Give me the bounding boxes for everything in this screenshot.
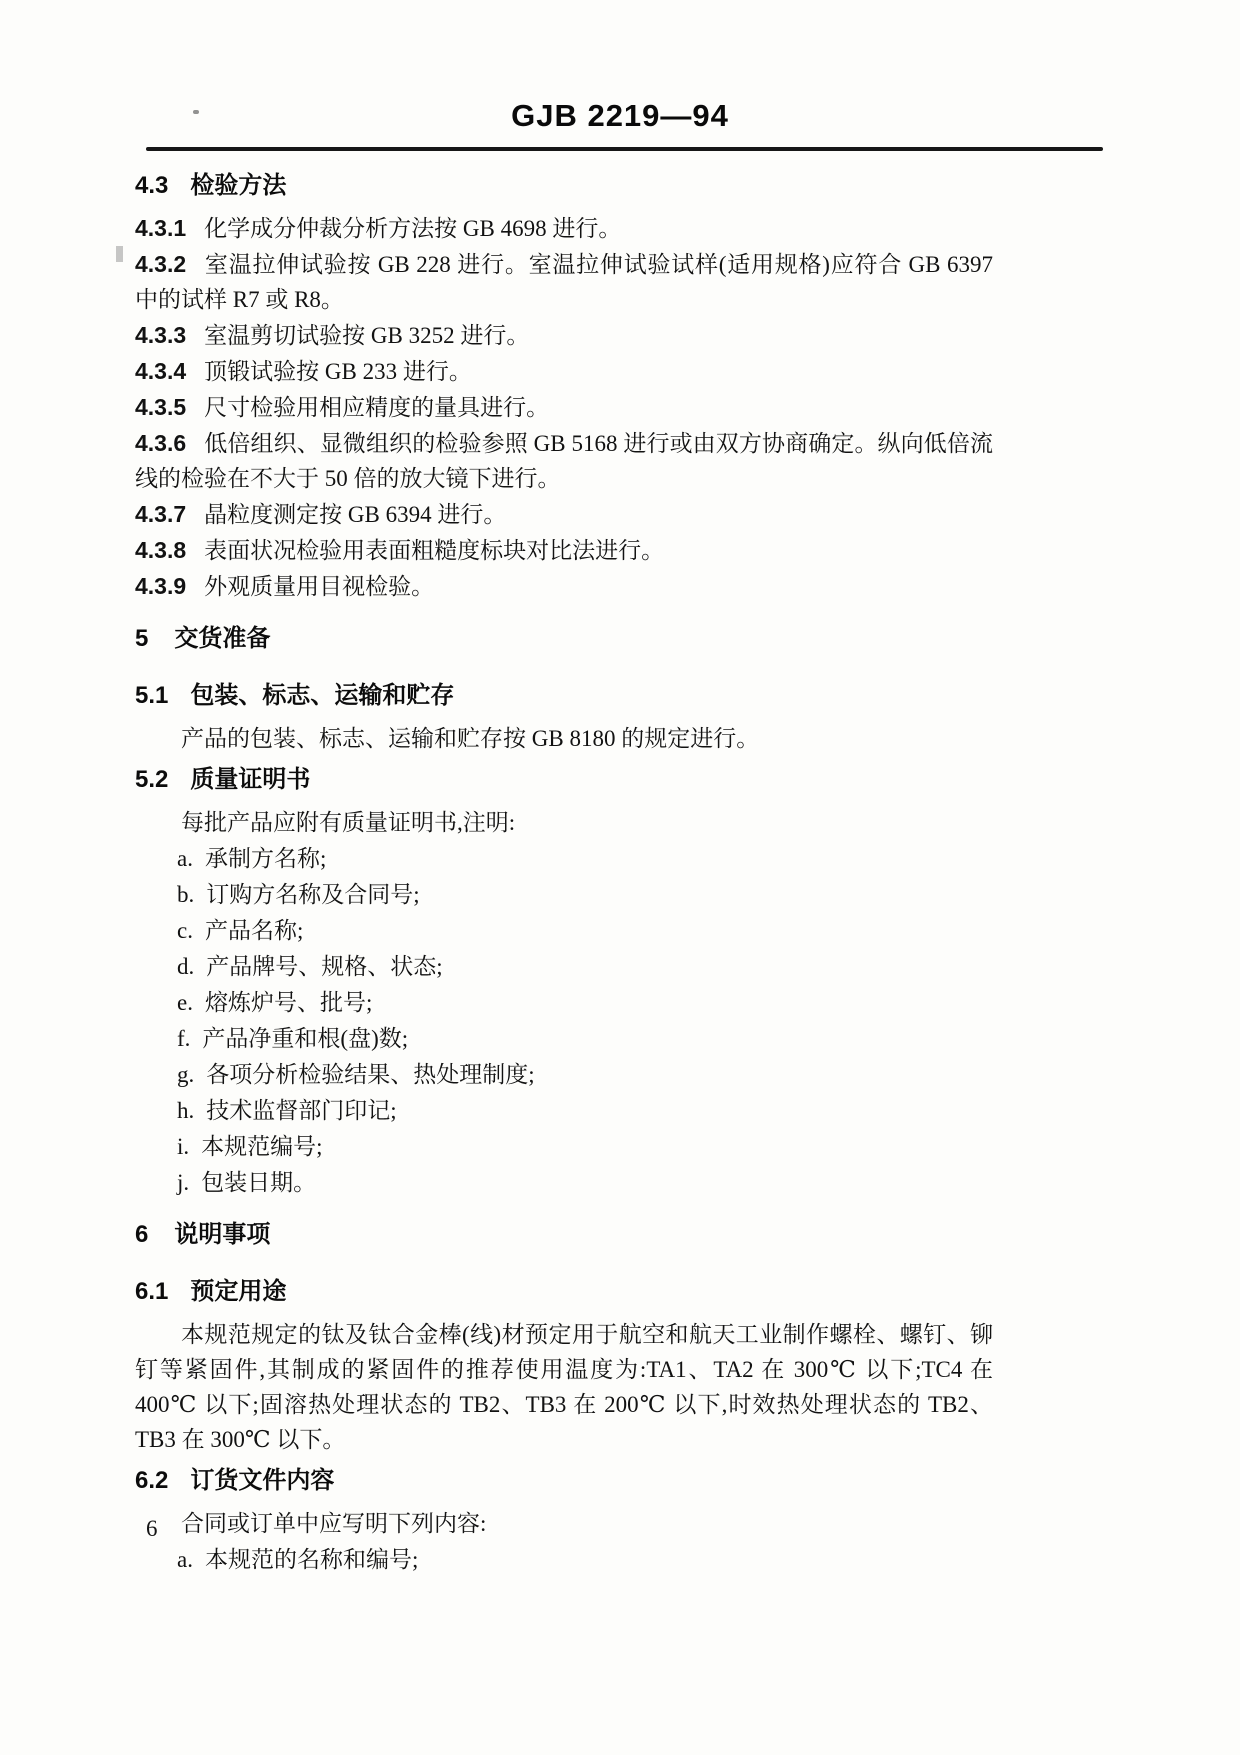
paragraph-6-1: 本规范规定的钛及钛合金棒(线)材预定用于航空和航天工业制作螺栓、螺钉、铆钉等紧固件,其制成的紧固件的推荐使用温度为:TA1、TA2 在 300℃ 以下;TC4 在 400℃ 以下;固溶热处理状态的 TB2、TB3 在 200℃ 以下,时效热处理状态的 TB2、TB3 在 300℃ 以下。 — [135, 1322, 993, 1452]
clause-4-3-9 — [135, 569, 993, 604]
chapter-heading-5 — [135, 621, 993, 656]
section-title: 检验方法 — [190, 172, 287, 199]
clause-text: 室温剪切试验按 GB 3252 进行。 — [204, 323, 530, 348]
section-number: 4.3 — [135, 172, 169, 199]
clause-text: 低倍组织、显微组织的检验参照 GB 5168 进行或由双方协商确定。纵向低倍流线的检验在不大于 50 倍的放大镜下进行。 — [135, 431, 993, 491]
clause-4-3-5 — [135, 390, 993, 425]
list-marker: j. — [177, 1170, 190, 1195]
list-item-a — [135, 841, 993, 876]
clause-text: 表面状况检验用表面粗糙度标块对比法进行。 — [204, 538, 665, 563]
list-item-a2 — [135, 1542, 993, 1577]
chapter-number: 6 — [135, 1221, 149, 1248]
clause-text: 外观质量用目视检验。 — [204, 574, 435, 599]
section-number: 6.2 — [135, 1467, 169, 1494]
clause-4-3-2 — [135, 247, 993, 317]
list-marker: e. — [177, 990, 193, 1015]
section-heading-5-2 — [135, 762, 993, 797]
header-rule — [146, 147, 1103, 151]
clause-number: 4.3.8 — [135, 537, 187, 563]
section-title: 包装、标志、运输和贮存 — [190, 682, 455, 709]
paragraph-6-2: 合同或订单中应写明下列内容: — [181, 1511, 487, 1536]
list-marker: h. — [177, 1098, 195, 1123]
list-item-e — [135, 985, 993, 1020]
list-item-c — [135, 913, 993, 948]
chapter-title: 交货准备 — [174, 625, 271, 652]
clause-4-3-6 — [135, 426, 993, 496]
chapter-number: 5 — [135, 625, 149, 652]
list-marker: f. — [177, 1026, 191, 1051]
list-text: 本规范编号; — [201, 1134, 323, 1159]
list-text: 各项分析检验结果、热处理制度; — [206, 1062, 535, 1087]
list-text: 本规范的名称和编号; — [204, 1547, 419, 1572]
list-marker: c. — [177, 918, 193, 943]
list-item-b — [135, 877, 993, 912]
scan-artifact — [193, 110, 199, 114]
list-marker: g. — [177, 1062, 195, 1087]
clause-4-3-4 — [135, 354, 993, 389]
list-item-h — [135, 1093, 993, 1128]
clause-number: 4.3.9 — [135, 573, 187, 599]
list-text: 产品名称; — [204, 918, 304, 943]
list-item-j — [135, 1165, 993, 1200]
clause-4-3-1 — [135, 211, 993, 246]
doc-code: GJB 2219—94 — [511, 98, 729, 133]
list-marker: d. — [177, 954, 195, 979]
clause-text: 尺寸检验用相应精度的量具进行。 — [204, 395, 550, 420]
clause-text: 化学成分仲裁分析方法按 GB 4698 进行。 — [204, 216, 622, 241]
scan-artifact — [116, 246, 123, 262]
clause-text: 顶锻试验按 GB 233 进行。 — [204, 359, 472, 384]
paragraph-5-2: 每批产品应附有质量证明书,注明: — [181, 810, 516, 835]
list-text: 熔炼炉号、批号; — [204, 990, 373, 1015]
clause-number: 4.3.2 — [135, 251, 187, 277]
clause-number: 4.3.4 — [135, 358, 187, 384]
list-text: 承制方名称; — [204, 846, 327, 871]
list-marker: b. — [177, 882, 195, 907]
clause-text: 室温拉伸试验按 GB 228 进行。室温拉伸试验试样(适用规格)应符合 GB 6397 中的试样 R7 或 R8。 — [135, 252, 993, 312]
document-body — [135, 162, 993, 1578]
section-title: 预定用途 — [190, 1278, 287, 1305]
section-heading-5-1 — [135, 678, 993, 713]
section-title: 订货文件内容 — [190, 1467, 335, 1494]
list-text: 产品牌号、规格、状态; — [206, 954, 443, 979]
section-heading-6-2 — [135, 1463, 993, 1498]
list-item-f — [135, 1021, 993, 1056]
section-title: 质量证明书 — [190, 766, 311, 793]
clause-number: 4.3.6 — [135, 430, 187, 456]
list-item-g — [135, 1057, 993, 1092]
page-number: 6 — [146, 1516, 158, 1541]
section-heading-6-1 — [135, 1274, 993, 1309]
clause-text: 晶粒度测定按 GB 6394 进行。 — [204, 502, 507, 527]
clause-number: 4.3.1 — [135, 215, 187, 241]
section-heading-4-3 — [135, 168, 993, 203]
list-text: 技术监督部门印记; — [206, 1098, 397, 1123]
section-number: 5.2 — [135, 766, 169, 793]
list-item-i — [135, 1129, 993, 1164]
section-number: 6.1 — [135, 1278, 169, 1305]
list-marker: a. — [177, 1547, 193, 1572]
clause-4-3-7 — [135, 497, 993, 532]
clause-number: 4.3.7 — [135, 501, 187, 527]
clause-4-3-8 — [135, 533, 993, 568]
paragraph-5-1: 产品的包装、标志、运输和贮存按 GB 8180 的规定进行。 — [181, 726, 760, 751]
section-number: 5.1 — [135, 682, 169, 709]
list-marker: a. — [177, 846, 193, 871]
clause-number: 4.3.5 — [135, 394, 187, 420]
clause-4-3-3 — [135, 318, 993, 353]
clause-number: 4.3.3 — [135, 322, 187, 348]
list-text: 订购方名称及合同号; — [206, 882, 420, 907]
list-marker: i. — [177, 1134, 190, 1159]
list-text: 产品净重和根(盘)数; — [202, 1026, 409, 1051]
chapter-heading-6 — [135, 1217, 993, 1252]
list-text: 包装日期。 — [201, 1170, 317, 1195]
chapter-title: 说明事项 — [174, 1221, 271, 1248]
list-item-d — [135, 949, 993, 984]
